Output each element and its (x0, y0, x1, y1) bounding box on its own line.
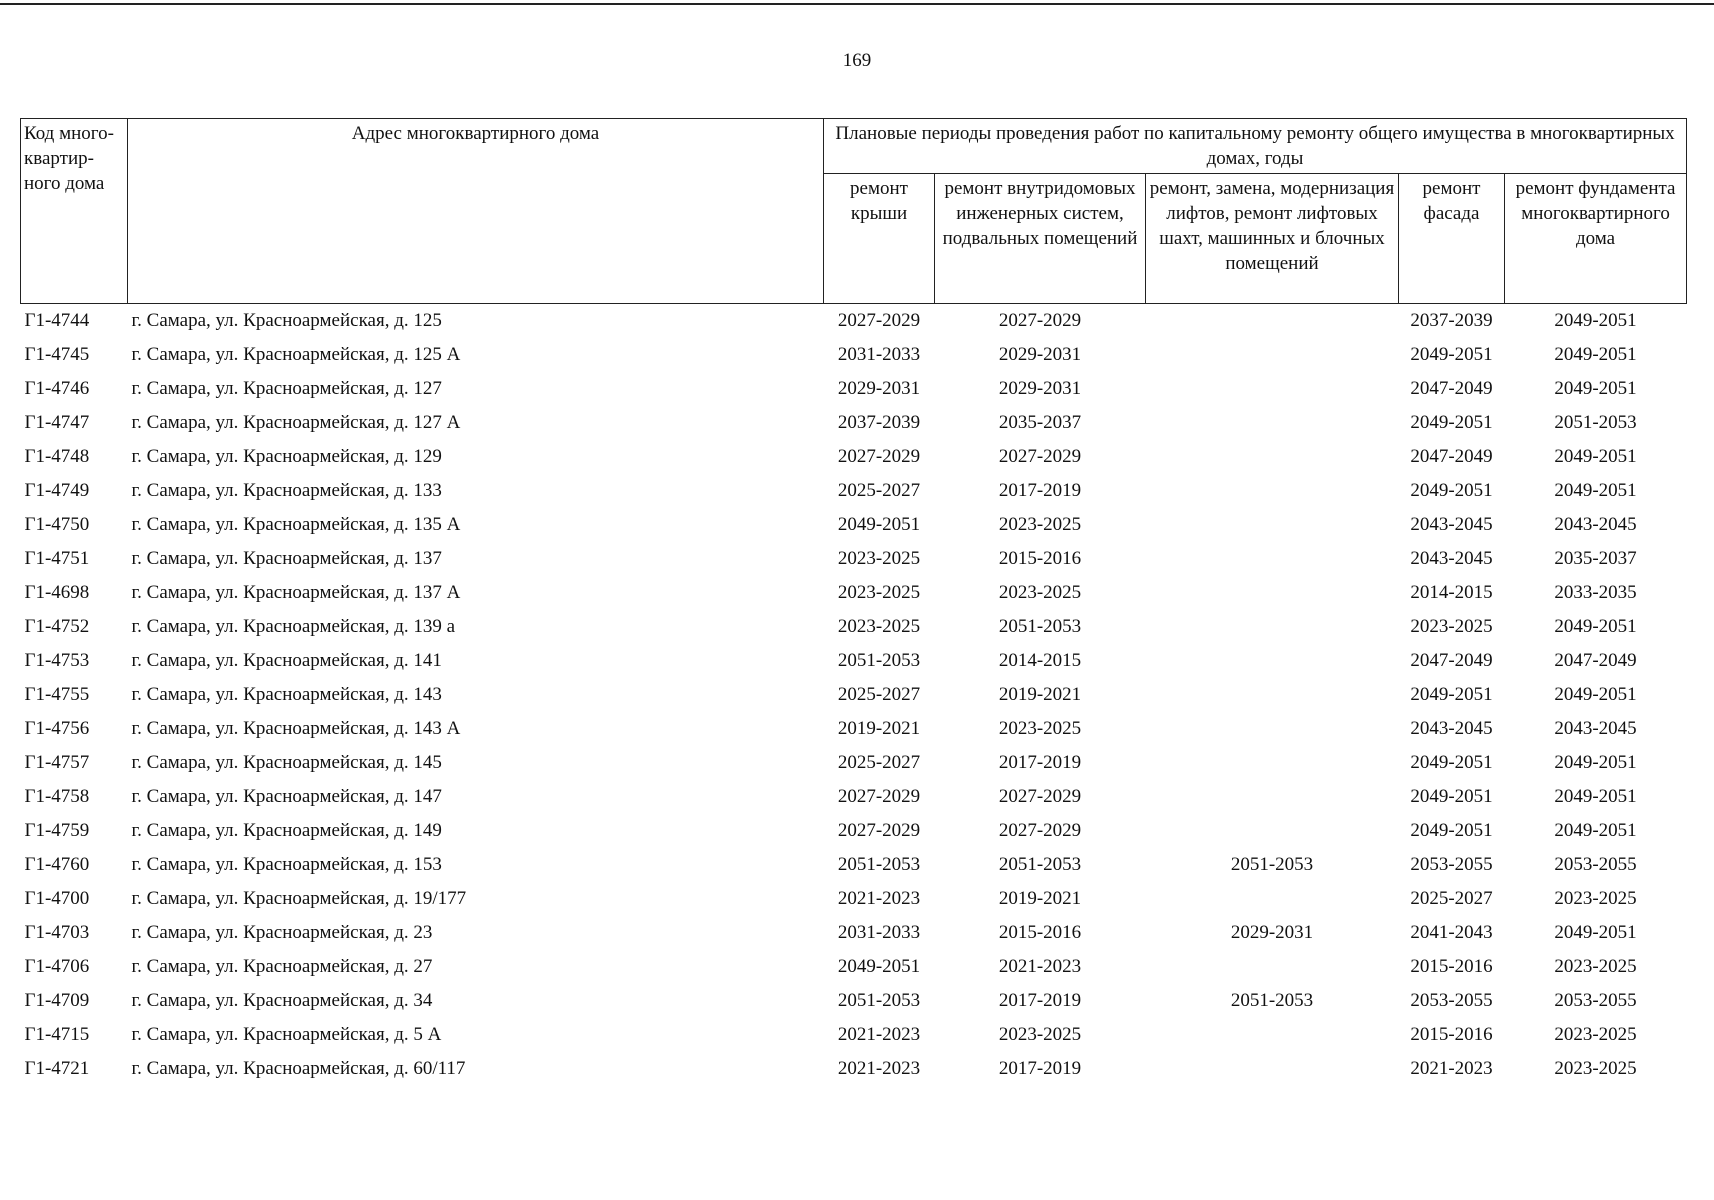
cell-engineering: 2029-2031 (998, 344, 1082, 365)
cell-foundation: 2049-2051 (1554, 480, 1637, 501)
cell-code: Г1-4715 (24, 1024, 90, 1045)
cell-roof: 2023-2025 (837, 582, 921, 603)
header-engineering: ремонт внутридомовых инженерных систем, подвальных помещений (935, 174, 1146, 304)
cell-elevators (1146, 508, 1399, 542)
cell-facade: 2053-2055 (1410, 854, 1493, 875)
cell-engineering: 2029-2031 (998, 378, 1082, 399)
cell-address: г. Самара, ул. Красноармейская, д. 135 А (131, 514, 461, 535)
cell-engineering: 2015-2016 (998, 548, 1082, 569)
cell-engineering: 2023-2025 (998, 514, 1082, 535)
table-row (21, 746, 1687, 780)
cell-facade: 2037-2039 (1410, 310, 1493, 331)
table-row (21, 950, 1687, 984)
cell-address: г. Самара, ул. Красноармейская, д. 145 (131, 752, 442, 773)
page-number: 169 (842, 50, 872, 71)
cell-roof: 2051-2053 (837, 990, 921, 1011)
cell-elevators (1146, 814, 1399, 848)
cell-facade: 2047-2049 (1410, 446, 1493, 467)
cell-roof: 2025-2027 (837, 480, 921, 501)
cell-foundation: 2049-2051 (1554, 310, 1637, 331)
cell-roof: 2027-2029 (837, 310, 921, 331)
cell-address: г. Самара, ул. Красноармейская, д. 19/177 (131, 888, 467, 909)
cell-roof: 2049-2051 (837, 514, 921, 535)
table-row (21, 304, 1687, 339)
cell-foundation: 2049-2051 (1554, 378, 1637, 399)
cell-engineering: 2023-2025 (998, 1024, 1082, 1045)
cell-address: г. Самара, ул. Красноармейская, д. 27 (131, 956, 433, 977)
cell-engineering: 2019-2021 (998, 684, 1082, 705)
cell-facade: 2049-2051 (1410, 344, 1493, 365)
cell-facade: 2023-2025 (1410, 616, 1493, 637)
cell-code: Г1-4759 (24, 820, 90, 841)
cell-code: Г1-4758 (24, 786, 90, 807)
cell-engineering: 2027-2029 (998, 820, 1082, 841)
cell-elevators (1146, 678, 1399, 712)
table-row (21, 338, 1687, 372)
cell-elevators (1146, 644, 1399, 678)
cell-address: г. Самара, ул. Красноармейская, д. 153 (131, 854, 442, 875)
cell-code: Г1-4709 (24, 990, 90, 1011)
cell-engineering: 2027-2029 (998, 446, 1082, 467)
cell-code: Г1-4752 (24, 616, 90, 637)
cell-address: г. Самара, ул. Красноармейская, д. 133 (131, 480, 442, 501)
cell-address: г. Самара, ул. Красноармейская, д. 129 (131, 446, 442, 467)
cell-code: Г1-4700 (24, 888, 90, 909)
cell-facade: 2043-2045 (1410, 718, 1493, 739)
cell-code: Г1-4750 (24, 514, 90, 535)
cell-roof: 2051-2053 (837, 854, 921, 875)
cell-engineering: 2035-2037 (998, 412, 1082, 433)
cell-foundation: 2047-2049 (1554, 650, 1637, 671)
table-body (21, 304, 1687, 1087)
cell-foundation: 2049-2051 (1554, 344, 1637, 365)
cell-facade: 2049-2051 (1410, 412, 1493, 433)
table-row (21, 678, 1687, 712)
cell-code: Г1-4746 (24, 378, 90, 399)
cell-engineering: 2023-2025 (998, 718, 1082, 739)
cell-elevators (1146, 780, 1399, 814)
cell-foundation: 2035-2037 (1554, 548, 1637, 569)
cell-engineering: 2017-2019 (998, 480, 1082, 501)
cell-roof: 2025-2027 (837, 752, 921, 773)
cell-code: Г1-4760 (24, 854, 90, 875)
cell-facade: 2049-2051 (1410, 786, 1493, 807)
cell-engineering: 2017-2019 (998, 752, 1082, 773)
cell-roof: 2029-2031 (837, 378, 921, 399)
cell-address: г. Самара, ул. Красноармейская, д. 137 (131, 548, 442, 569)
cell-elevators (1146, 338, 1399, 372)
table-row (21, 1018, 1687, 1052)
cell-roof: 2025-2027 (837, 684, 921, 705)
cell-code: Г1-4706 (24, 956, 90, 977)
header-foundation: ремонт фундамента многоквартирного дома (1505, 174, 1687, 304)
table-row (21, 780, 1687, 814)
cell-address: г. Самара, ул. Красноармейская, д. 143 (131, 684, 442, 705)
cell-foundation: 2051-2053 (1554, 412, 1637, 433)
cell-address: г. Самара, ул. Красноармейская, д. 147 (131, 786, 442, 807)
cell-foundation: 2043-2045 (1554, 718, 1637, 739)
cell-code: Г1-4755 (24, 684, 90, 705)
cell-engineering: 2051-2053 (998, 616, 1082, 637)
cell-facade: 2015-2016 (1410, 1024, 1493, 1045)
cell-roof: 2027-2029 (837, 786, 921, 807)
cell-address: г. Самара, ул. Красноармейская, д. 125 А (131, 344, 461, 365)
cell-roof: 2021-2023 (837, 888, 921, 909)
cell-facade: 2047-2049 (1410, 650, 1493, 671)
cell-foundation: 2023-2025 (1554, 888, 1637, 909)
cell-foundation: 2053-2055 (1554, 990, 1637, 1011)
cell-elevators (1146, 1052, 1399, 1086)
cell-foundation: 2049-2051 (1554, 786, 1637, 807)
cell-facade: 2049-2051 (1410, 480, 1493, 501)
capital-repair-schedule-table (20, 118, 1687, 1086)
cell-roof: 2021-2023 (837, 1024, 921, 1045)
cell-code: Г1-4721 (24, 1058, 90, 1079)
header-facade: ремонт фасада (1399, 174, 1505, 304)
cell-address: г. Самара, ул. Красноармейская, д. 125 (131, 310, 442, 331)
cell-facade: 2015-2016 (1410, 956, 1493, 977)
header-address: Адрес многоквартирного дома (128, 119, 824, 304)
cell-roof: 2037-2039 (837, 412, 921, 433)
cell-facade: 2014-2015 (1410, 582, 1493, 603)
cell-facade: 2053-2055 (1410, 990, 1493, 1011)
cell-elevators (1146, 304, 1399, 339)
cell-code: Г1-4745 (24, 344, 90, 365)
cell-address: г. Самара, ул. Красноармейская, д. 60/117 (131, 1058, 466, 1079)
cell-address: г. Самара, ул. Красноармейская, д. 143 А (131, 718, 461, 739)
cell-elevators (1146, 610, 1399, 644)
cell-code: Г1-4757 (24, 752, 90, 773)
cell-code: Г1-4753 (24, 650, 90, 671)
cell-facade: 2025-2027 (1410, 888, 1493, 909)
cell-code: Г1-4703 (24, 922, 90, 943)
cell-code: Г1-4751 (24, 548, 90, 569)
cell-facade: 2021-2023 (1410, 1058, 1493, 1079)
cell-roof: 2031-2033 (837, 344, 921, 365)
table-row (21, 406, 1687, 440)
cell-address: г. Самара, ул. Красноармейская, д. 127 А (131, 412, 461, 433)
cell-facade: 2041-2043 (1410, 922, 1493, 943)
cell-roof: 2049-2051 (837, 956, 921, 977)
header-elevators: ремонт, замена, модернизация лифтов, ремонт лифтовых шахт, машинных и блочных помещений (1146, 174, 1399, 304)
table-header (21, 119, 1687, 304)
cell-roof: 2027-2029 (837, 820, 921, 841)
cell-engineering: 2027-2029 (998, 786, 1082, 807)
cell-roof: 2023-2025 (837, 548, 921, 569)
cell-engineering: 2014-2015 (998, 650, 1082, 671)
cell-facade: 2047-2049 (1410, 378, 1493, 399)
cell-foundation: 2049-2051 (1554, 616, 1637, 637)
cell-roof: 2027-2029 (837, 446, 921, 467)
cell-address: г. Самара, ул. Красноармейская, д. 139 а (131, 616, 456, 637)
table-row (21, 814, 1687, 848)
cell-code: Г1-4749 (24, 480, 90, 501)
cell-foundation: 2023-2025 (1554, 956, 1637, 977)
cell-foundation: 2049-2051 (1554, 752, 1637, 773)
cell-elevators (1146, 576, 1399, 610)
cell-elevators (1146, 542, 1399, 576)
cell-elevators (1146, 474, 1399, 508)
cell-engineering: 2051-2053 (998, 854, 1082, 875)
cell-elevators: 2051-2053 (1230, 990, 1314, 1011)
cell-elevators (1146, 882, 1399, 916)
header-roof: ремонт крыши (824, 174, 935, 304)
table-row (21, 984, 1687, 1018)
cell-elevators (1146, 372, 1399, 406)
cell-address: г. Самара, ул. Красноармейская, д. 23 (131, 922, 433, 943)
cell-facade: 2049-2051 (1410, 752, 1493, 773)
cell-facade: 2049-2051 (1410, 820, 1493, 841)
cell-code: Г1-4748 (24, 446, 90, 467)
cell-code: Г1-4698 (24, 582, 90, 603)
cell-address: г. Самара, ул. Красноармейская, д. 141 (131, 650, 442, 671)
cell-engineering: 2027-2029 (998, 310, 1082, 331)
table-row (21, 644, 1687, 678)
table-row (21, 1052, 1687, 1086)
cell-code: Г1-4747 (24, 412, 90, 433)
cell-foundation: 2049-2051 (1554, 684, 1637, 705)
cell-foundation: 2049-2051 (1554, 820, 1637, 841)
cell-facade: 2049-2051 (1410, 684, 1493, 705)
cell-address: г. Самара, ул. Красноармейская, д. 137 А (131, 582, 461, 603)
cell-foundation: 2033-2035 (1554, 582, 1637, 603)
cell-facade: 2043-2045 (1410, 514, 1493, 535)
header-periods-group: Плановые периоды проведения работ по капитальному ремонту общего имущества в многоквартирных домах, годы (824, 119, 1687, 174)
cell-roof: 2023-2025 (837, 616, 921, 637)
cell-engineering: 2017-2019 (998, 990, 1082, 1011)
cell-facade: 2043-2045 (1410, 548, 1493, 569)
cell-engineering: 2015-2016 (998, 922, 1082, 943)
table-row (21, 372, 1687, 406)
cell-roof: 2021-2023 (837, 1058, 921, 1079)
cell-engineering: 2023-2025 (998, 582, 1082, 603)
cell-code: Г1-4744 (24, 310, 90, 331)
cell-elevators (1146, 712, 1399, 746)
cell-foundation: 2023-2025 (1554, 1058, 1637, 1079)
cell-engineering: 2021-2023 (998, 956, 1082, 977)
cell-elevators: 2051-2053 (1230, 854, 1314, 875)
cell-foundation: 2049-2051 (1554, 446, 1637, 467)
cell-elevators (1146, 1018, 1399, 1052)
table-row (21, 474, 1687, 508)
cell-foundation: 2049-2051 (1554, 922, 1637, 943)
cell-engineering: 2017-2019 (998, 1058, 1082, 1079)
cell-address: г. Самара, ул. Красноармейская, д. 127 (131, 378, 442, 399)
cell-elevators (1146, 746, 1399, 780)
cell-code: Г1-4756 (24, 718, 90, 739)
cell-elevators (1146, 406, 1399, 440)
table-row (21, 882, 1687, 916)
table-row (21, 508, 1687, 542)
cell-address: г. Самара, ул. Красноармейская, д. 5 А (131, 1024, 442, 1045)
cell-address: г. Самара, ул. Красноармейская, д. 149 (131, 820, 442, 841)
top-rule (0, 3, 1714, 5)
cell-elevators (1146, 440, 1399, 474)
cell-roof: 2019-2021 (837, 718, 921, 739)
header-code: Код много-квартир-ного дома (21, 119, 128, 304)
cell-foundation: 2043-2045 (1554, 514, 1637, 535)
table-row (21, 916, 1687, 950)
cell-address: г. Самара, ул. Красноармейская, д. 34 (131, 990, 433, 1011)
cell-engineering: 2019-2021 (998, 888, 1082, 909)
table-row (21, 610, 1687, 644)
cell-elevators (1146, 950, 1399, 984)
cell-roof: 2031-2033 (837, 922, 921, 943)
table-row (21, 576, 1687, 610)
table-row (21, 848, 1687, 882)
cell-foundation: 2023-2025 (1554, 1024, 1637, 1045)
cell-foundation: 2053-2055 (1554, 854, 1637, 875)
table-row (21, 542, 1687, 576)
table-row (21, 712, 1687, 746)
table-row (21, 440, 1687, 474)
cell-roof: 2051-2053 (837, 650, 921, 671)
cell-elevators: 2029-2031 (1230, 922, 1314, 943)
